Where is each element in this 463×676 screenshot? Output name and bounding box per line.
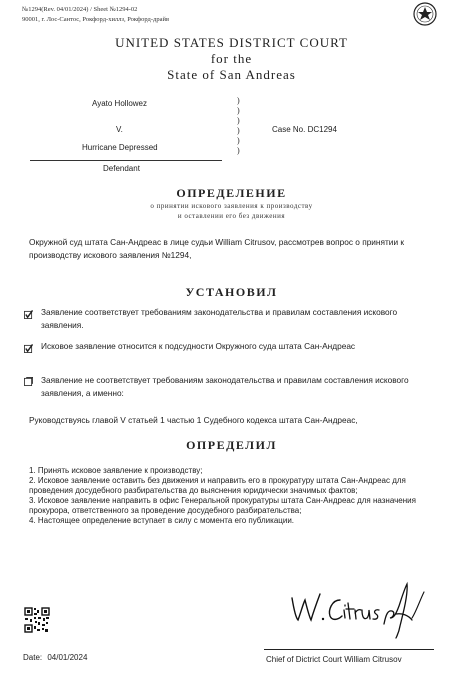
decided-item: 4. Настоящее определение вступает в силу с момента его публикации. xyxy=(29,516,295,525)
checkbox-checked-icon xyxy=(24,310,33,319)
plaintiff-name: Ayato Hollowez xyxy=(92,99,147,108)
state-seal-icon xyxy=(413,2,437,26)
decided-item: 3. Исковое заявление направить в офис Генеральной прокуратуры штата Сан-Андреас для назначения прокурора, ответственного за проведение досудебного разбирательства; xyxy=(29,496,416,515)
checkbox-unchecked-icon xyxy=(24,377,33,386)
checkbox-checked-icon xyxy=(24,344,33,353)
date-label: Date: xyxy=(23,653,43,662)
date-line xyxy=(23,653,87,662)
court-state: State of San Andreas xyxy=(167,67,296,82)
handwritten-signature xyxy=(284,580,430,640)
document-number: №1294(Rev. 04/01/2024) / Sheet №1294-02 xyxy=(22,6,138,13)
ruling-intro: Окружной суд штата Сан-Андреас в лице судьи William Citrusov, рассмотрев вопрос о принятии к производству искового заявления №1294, xyxy=(29,237,405,260)
ruling-title: ОПРЕДЕЛЕНИЕ xyxy=(176,186,287,200)
established-item-2: Исковое заявление относится к подсудности Окружного суда штата Сан-Андреас xyxy=(41,341,356,351)
decided-list xyxy=(29,466,419,526)
signer-title: Chief of Dictrict Court William Citrusov xyxy=(266,655,402,664)
court-address: 90001, г. Лос-Сантос, Рокфорд-хиллз, Рокфорд-драйв xyxy=(22,16,170,23)
date-value: 04/01/2024 xyxy=(47,653,88,662)
established-item-3: Заявление не соответствует требованиям законодательства и правилам составления искового заявления, а именно: xyxy=(41,375,409,398)
decided-item: 2. Исковое заявление оставить без движения и направить его в прокуратуру штата Сан-Андреас для проведения досудебного разбирательства до выяснения юридически значимых фактов; xyxy=(29,476,406,495)
ruling-subtitle-2: и оставлении его без движения xyxy=(177,212,286,220)
case-number: Case No. DC1294 xyxy=(272,125,337,134)
decided-title: ОПРЕДЕЛИЛ xyxy=(186,438,277,452)
decided-item: 1. Принять исковое заявление к производству; xyxy=(29,466,203,475)
established-title: УСТАНОВИЛ xyxy=(185,285,278,299)
caption-rule xyxy=(30,160,222,161)
legal-basis: Руководствуясь главой V статьей 1 частью 1 Судебного кодекса штата Сан-Андреас, xyxy=(29,415,358,425)
signature-rule xyxy=(264,649,434,650)
defendant-label: Defendant xyxy=(103,164,140,173)
ruling-subtitle-1: о принятии искового заявления к производству xyxy=(150,202,313,210)
caption-parentheses: ) ) ) ) ) ) xyxy=(237,96,240,155)
court-for-the: for the xyxy=(210,51,253,66)
qr-code-icon xyxy=(24,607,50,633)
defendant-name: Hurricane Depressed xyxy=(82,143,158,152)
court-name: UNITED STATES DISTRICT COURT xyxy=(115,35,348,50)
established-item-1: Заявление соответствует требованиям законодательства и правилам составления искового заявления. xyxy=(41,307,398,330)
versus-label: V. xyxy=(116,125,123,134)
